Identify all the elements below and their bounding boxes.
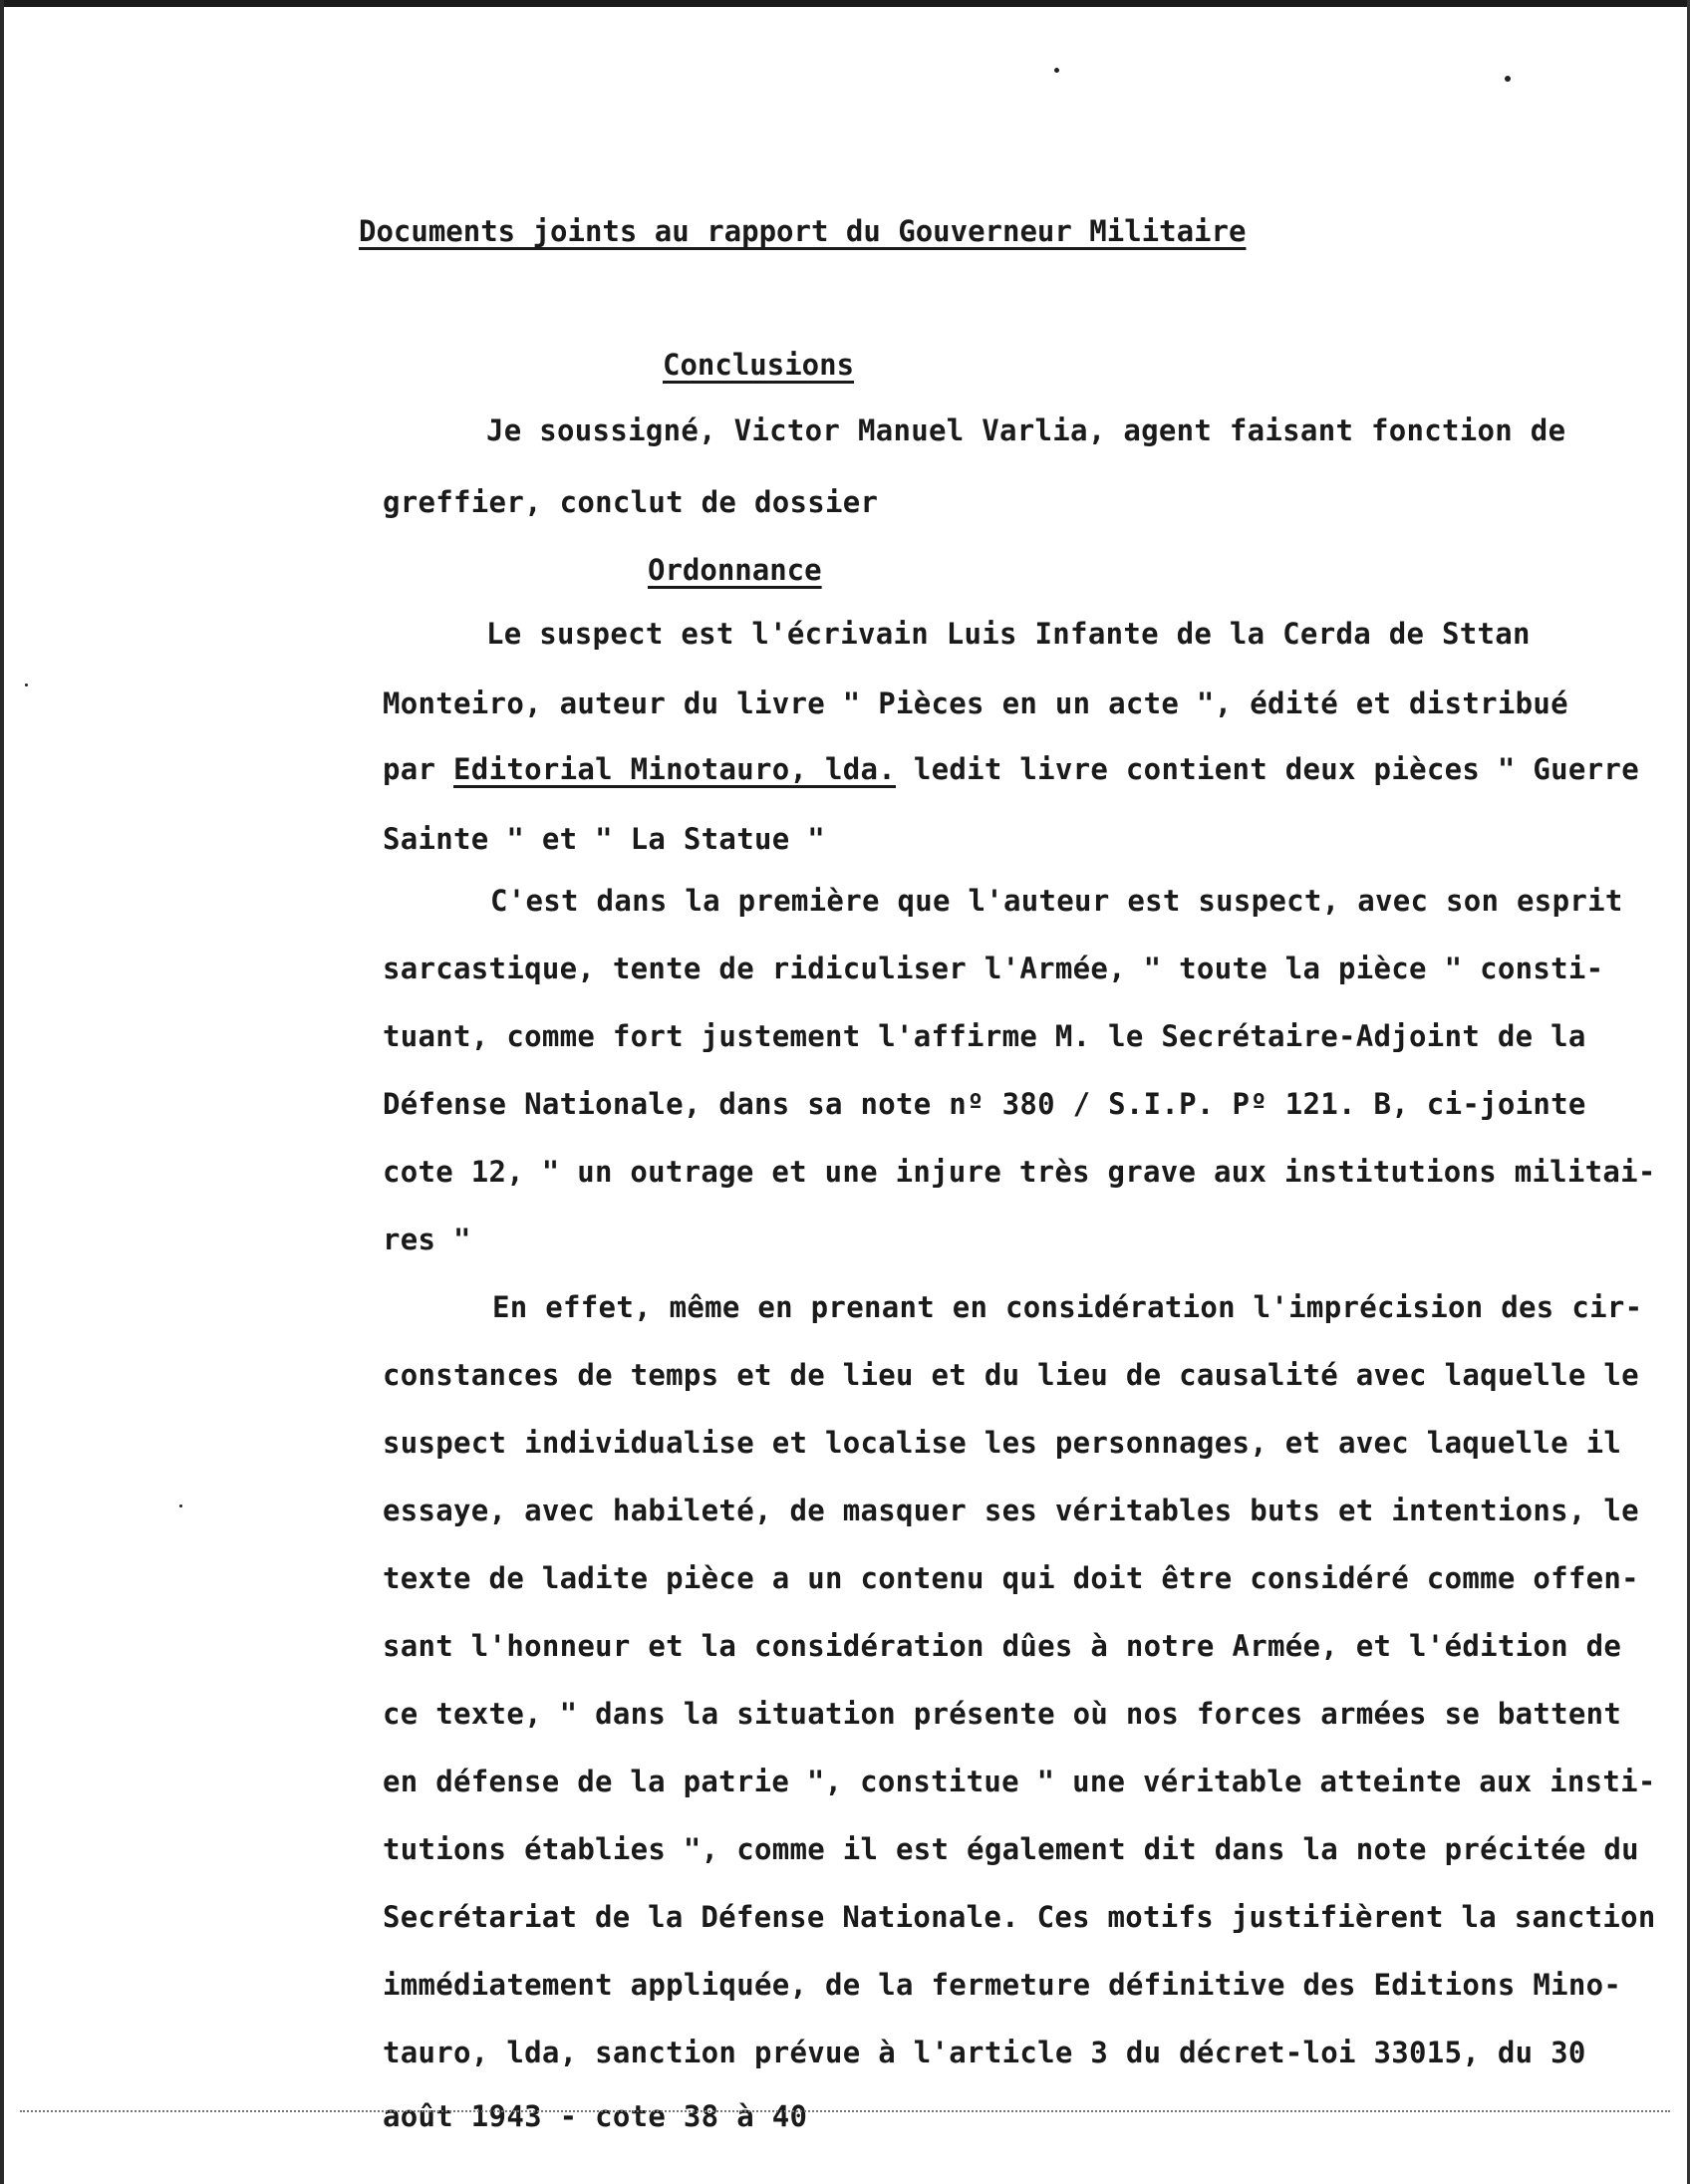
scan-speck bbox=[179, 1504, 182, 1507]
paragraph-line: cote 12, " un outrage et une injure très grave aux institutions militai- bbox=[383, 1155, 1656, 1189]
paragraph-line: tuant, comme fort justement l'affirme M. le Secrétaire-Adjoint de la bbox=[383, 1019, 1586, 1053]
section-heading-ordonnance: Ordonnance bbox=[648, 553, 822, 587]
paragraph-line: ce texte, " dans la situation présente où nos forces armées se battent bbox=[383, 1697, 1622, 1731]
scan-left-edge bbox=[0, 0, 4, 2184]
paragraph-line: tutions établies ", comme il est également dit dans la note précitée du bbox=[383, 1832, 1639, 1866]
paragraph-line: sarcastique, tente de ridiculiser l'Armée, " toute la pièce " consti- bbox=[383, 952, 1604, 985]
paragraph-line: tauro, lda, sanction prévue à l'article 3 du décret-loi 33015, du 30 bbox=[383, 2036, 1586, 2069]
paragraph-line bbox=[383, 749, 1639, 789]
paragraph-line: Sainte " et " La Statue " bbox=[383, 822, 825, 856]
paragraph-line: août 1943 - cote 38 à 40 bbox=[383, 2099, 808, 2133]
paragraph-line: Défense Nationale, dans sa note nº 380 / S.I.P. Pº 121. B, ci-jointe bbox=[383, 1087, 1586, 1121]
paragraph-line: essaye, avec habileté, de masquer ses véritables buts et intentions, le bbox=[383, 1494, 1639, 1527]
intro-line: Je soussigné, Victor Manuel Varlia, agent faisant fonction de bbox=[486, 413, 1566, 447]
page-bottom-rule bbox=[20, 2110, 1670, 2112]
paragraph-line: En effet, même en prenant en considération l'imprécision des cir- bbox=[492, 1290, 1643, 1324]
text-fragment: par bbox=[383, 752, 436, 786]
paragraph-line: C'est dans la première que l'auteur est suspect, avec son esprit bbox=[490, 884, 1623, 918]
paragraph-line: constances de temps et de lieu et du lieu de causalité avec laquelle le bbox=[383, 1358, 1639, 1392]
paragraph-line: sant l'honneur et la considération dûes à notre Armée, et l'édition de bbox=[383, 1629, 1622, 1663]
scan-speck bbox=[1054, 68, 1059, 73]
text-fragment: ledit livre contient deux pièces " Guerre bbox=[913, 752, 1639, 786]
scan-speck bbox=[1505, 76, 1511, 82]
paragraph-line: en défense de la patrie ", constitue " une véritable atteinte aux insti- bbox=[383, 1765, 1656, 1798]
publisher-name: Editorial Minotauro, lda. bbox=[453, 752, 897, 786]
scan-speck bbox=[25, 683, 28, 686]
paragraph-line: Secrétariat de la Défense Nationale. Ces motifs justifièrent la sanction bbox=[383, 1900, 1656, 1934]
document-title: Documents joints au rapport du Gouverneur Militaire bbox=[359, 214, 1247, 248]
paragraph-line: suspect individualise et localise les personnages, et avec laquelle il bbox=[383, 1426, 1622, 1460]
paragraph-line: res " bbox=[383, 1223, 471, 1256]
paragraph-line: texte de ladite pièce a un contenu qui doit être considéré comme offen- bbox=[383, 1561, 1639, 1595]
paragraph-line: Monteiro, auteur du livre " Pièces en un acte ", édité et distribué bbox=[383, 686, 1568, 720]
paragraph-line: immédiatement appliquée, de la fermeture définitive des Editions Mino- bbox=[383, 1968, 1622, 2002]
scan-top-edge bbox=[0, 0, 1690, 7]
intro-line: greffier, conclut de dossier bbox=[383, 485, 879, 519]
section-heading-conclusions: Conclusions bbox=[663, 348, 855, 382]
paragraph-line: Le suspect est l'écrivain Luis Infante de la Cerda de Sttan bbox=[486, 617, 1531, 651]
